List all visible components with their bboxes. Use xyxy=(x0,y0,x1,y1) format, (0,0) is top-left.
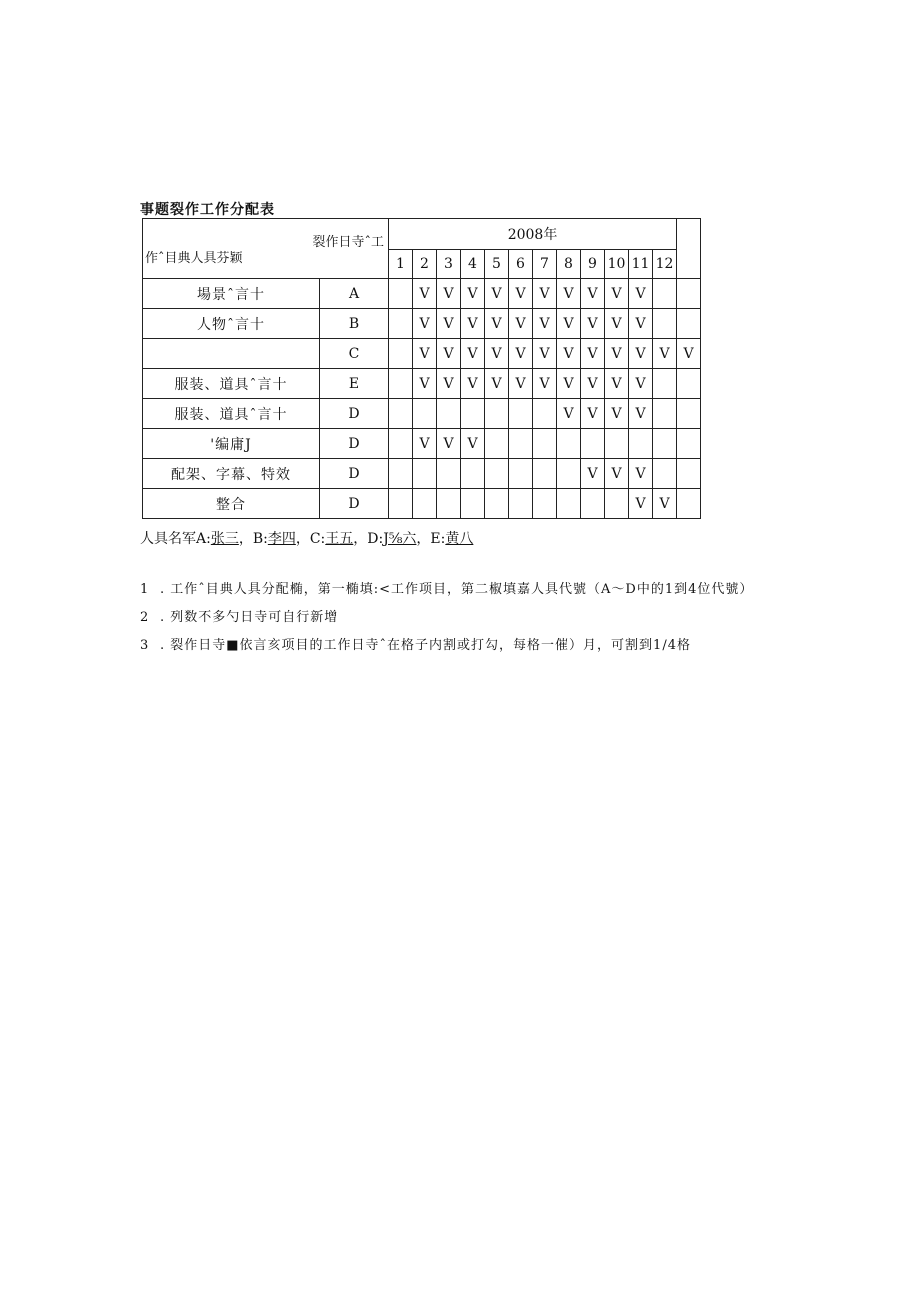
month-mark-cell xyxy=(485,429,509,459)
staff-code-cell: D xyxy=(320,429,389,459)
month-mark-cell xyxy=(461,459,485,489)
header-item-label: 作ˆ目典人具芬颖 xyxy=(145,251,243,266)
month-mark-cell: V xyxy=(509,279,533,309)
month-mark-cell xyxy=(533,399,557,429)
month-mark-cell xyxy=(629,429,653,459)
month-mark-cell: V xyxy=(629,309,653,339)
table-row xyxy=(143,489,795,519)
month-mark-cell: V xyxy=(437,339,461,369)
month-mark-cell xyxy=(461,399,485,429)
month-mark-cell: V xyxy=(461,279,485,309)
month-mark-cell: V xyxy=(581,279,605,309)
note-number: 1 xyxy=(140,582,150,597)
month-mark-cell: V xyxy=(605,399,629,429)
month-mark-cell xyxy=(653,429,677,459)
month-mark-cell: V xyxy=(509,309,533,339)
legend-e-label: ，E: xyxy=(416,531,446,547)
month-mark-cell xyxy=(533,429,557,459)
staff-code-cell: D xyxy=(320,459,389,489)
month-mark-cell: V xyxy=(629,339,653,369)
month-mark-cell: V xyxy=(605,459,629,489)
month-mark-cell xyxy=(653,399,677,429)
month-mark-cell: V xyxy=(413,309,437,339)
month-mark-cell: V xyxy=(437,429,461,459)
legend-e: 黄八 xyxy=(445,531,474,547)
month-mark-cell: V xyxy=(581,399,605,429)
header-corner-cell xyxy=(143,219,389,279)
month-mark-cell: V xyxy=(629,489,653,519)
month-mark-cell xyxy=(653,369,677,399)
month-mark-cell xyxy=(509,399,533,429)
work-item-cell: 人物ˆ言十 xyxy=(143,309,320,339)
work-item-cell: 服装、道具ˆ言十 xyxy=(143,399,320,429)
month-mark-cell xyxy=(389,489,413,519)
month-mark-cell xyxy=(653,279,677,309)
month-mark-cell xyxy=(557,459,581,489)
legend-prefix: 人具名军A: xyxy=(140,531,211,547)
month-mark-cell xyxy=(533,489,557,519)
month-mark-cell xyxy=(581,489,605,519)
month-mark-cell xyxy=(677,459,701,489)
table-row xyxy=(143,339,795,369)
month-mark-cell: V xyxy=(509,369,533,399)
month-mark-cell: V xyxy=(533,279,557,309)
month-mark-cell: V xyxy=(533,369,557,399)
month-header-cell: 1 xyxy=(389,250,413,279)
month-mark-cell: V xyxy=(605,369,629,399)
document-title: 事题裂作工作分配表 xyxy=(140,202,275,218)
month-mark-cell xyxy=(509,429,533,459)
month-mark-cell xyxy=(389,279,413,309)
month-mark-cell: V xyxy=(581,309,605,339)
month-mark-cell xyxy=(509,489,533,519)
staff-code-cell: C xyxy=(320,339,389,369)
month-mark-cell xyxy=(605,429,629,459)
month-header-cell: 12 xyxy=(653,250,677,279)
table-row xyxy=(143,279,795,309)
month-mark-cell: V xyxy=(653,489,677,519)
month-mark-cell: V xyxy=(413,369,437,399)
table-row xyxy=(143,309,795,339)
month-header-cell: 3 xyxy=(437,250,461,279)
month-mark-cell xyxy=(389,429,413,459)
work-item-cell: 配架、字幕、特效 xyxy=(143,459,320,489)
month-mark-cell: V xyxy=(629,399,653,429)
month-mark-cell: V xyxy=(557,369,581,399)
month-header-cell: 6 xyxy=(509,250,533,279)
staff-code-cell: D xyxy=(320,399,389,429)
note-item xyxy=(140,608,790,628)
header-time-label: 裂作日寺ˆ工 xyxy=(312,235,384,250)
notes-list xyxy=(140,580,790,664)
legend-b: 李四 xyxy=(267,531,296,547)
month-header-cell: 8 xyxy=(557,250,581,279)
legend-d: J⅝六 xyxy=(383,531,417,547)
work-assignment-table xyxy=(142,218,795,519)
month-mark-cell xyxy=(677,309,701,339)
work-item-cell: 場景ˆ言十 xyxy=(143,279,320,309)
month-mark-cell: V xyxy=(557,309,581,339)
month-mark-cell: V xyxy=(629,369,653,399)
legend-c: 王五 xyxy=(325,531,354,547)
month-mark-cell xyxy=(557,429,581,459)
month-mark-cell xyxy=(413,459,437,489)
month-header-cell: 9 xyxy=(581,250,605,279)
month-mark-cell xyxy=(437,489,461,519)
month-header-cell: 5 xyxy=(485,250,509,279)
month-mark-cell: V xyxy=(413,429,437,459)
table-row xyxy=(143,429,795,459)
month-mark-cell: V xyxy=(461,309,485,339)
month-mark-cell: V xyxy=(485,369,509,399)
staff-code-cell: B xyxy=(320,309,389,339)
month-mark-cell: V xyxy=(485,279,509,309)
note-item xyxy=(140,580,790,600)
staff-legend xyxy=(140,528,473,548)
month-mark-cell: V xyxy=(581,369,605,399)
note-item xyxy=(140,636,790,656)
month-mark-cell xyxy=(509,459,533,489)
month-mark-cell: V xyxy=(533,309,557,339)
month-mark-cell xyxy=(533,459,557,489)
month-mark-cell: V xyxy=(557,399,581,429)
table-row xyxy=(143,369,795,399)
month-mark-cell xyxy=(653,309,677,339)
month-mark-cell xyxy=(677,399,701,429)
month-mark-cell: V xyxy=(533,339,557,369)
month-mark-cell: V xyxy=(437,309,461,339)
staff-code-cell: D xyxy=(320,489,389,519)
month-mark-cell: V xyxy=(629,279,653,309)
note-text: . 列数不多勺日寺可自行新增 xyxy=(160,610,339,625)
month-mark-cell: V xyxy=(581,339,605,369)
staff-code-cell: E xyxy=(320,369,389,399)
month-mark-cell xyxy=(557,489,581,519)
month-mark-cell xyxy=(677,369,701,399)
month-mark-cell: V xyxy=(437,369,461,399)
month-mark-cell: V xyxy=(605,279,629,309)
month-mark-cell: V xyxy=(461,339,485,369)
month-header-cell: 10 xyxy=(605,250,629,279)
month-mark-cell: V xyxy=(461,369,485,399)
work-item-cell: 服装、道具ˆ言十 xyxy=(143,369,320,399)
month-mark-cell: V xyxy=(677,339,701,369)
note-number: 3 xyxy=(140,638,150,653)
month-mark-cell: V xyxy=(485,309,509,339)
month-mark-cell: V xyxy=(557,279,581,309)
legend-d-label: ，D: xyxy=(353,531,384,547)
month-mark-cell: V xyxy=(437,279,461,309)
month-mark-cell xyxy=(677,279,701,309)
note-text: . 工作ˆ目典人具分配椭，第一椭填:<工作项目，第二椒填嘉人具代號（A～D中的1到4位代號） xyxy=(160,582,754,597)
month-mark-cell: V xyxy=(413,339,437,369)
month-header-cell: 4 xyxy=(461,250,485,279)
staff-code-cell: A xyxy=(320,279,389,309)
legend-b-label: ，B: xyxy=(238,531,268,547)
month-mark-cell: V xyxy=(605,339,629,369)
year-header: 2008年 xyxy=(389,219,677,250)
month-mark-cell xyxy=(605,489,629,519)
month-mark-cell xyxy=(437,399,461,429)
month-mark-cell: V xyxy=(629,459,653,489)
month-mark-cell: V xyxy=(605,309,629,339)
month-mark-cell xyxy=(485,459,509,489)
month-mark-cell xyxy=(485,489,509,519)
month-mark-cell: V xyxy=(581,459,605,489)
work-item-cell: 整合 xyxy=(143,489,320,519)
month-mark-cell xyxy=(581,429,605,459)
month-mark-cell xyxy=(461,489,485,519)
month-mark-cell: V xyxy=(653,339,677,369)
month-mark-cell xyxy=(413,489,437,519)
work-item-cell xyxy=(143,339,320,369)
month-header-cell: 2 xyxy=(413,250,437,279)
note-number: 2 xyxy=(140,610,150,625)
month-mark-cell: V xyxy=(557,339,581,369)
month-mark-cell xyxy=(389,459,413,489)
legend-c-label: ，C: xyxy=(295,531,326,547)
month-mark-cell xyxy=(413,399,437,429)
month-mark-cell xyxy=(485,399,509,429)
month-mark-cell: V xyxy=(485,339,509,369)
month-mark-cell xyxy=(389,339,413,369)
month-header-cell: 11 xyxy=(629,250,653,279)
month-mark-cell xyxy=(653,459,677,489)
month-mark-cell xyxy=(389,309,413,339)
month-mark-cell xyxy=(677,429,701,459)
month-mark-cell: V xyxy=(413,279,437,309)
table-row xyxy=(143,459,795,489)
work-item-cell: '编庸J xyxy=(143,429,320,459)
month-mark-cell: V xyxy=(509,339,533,369)
month-header-cell: 7 xyxy=(533,250,557,279)
month-mark-cell xyxy=(437,459,461,489)
month-mark-cell xyxy=(677,489,701,519)
month-mark-cell: V xyxy=(461,429,485,459)
table-row xyxy=(143,399,795,429)
note-text: . 裂作日寺■依言亥项目的工作日寺ˆ在格子内割或打勾，每格一催）月，可割到1/4格 xyxy=(160,638,691,653)
extra-header-cell xyxy=(677,219,701,279)
month-mark-cell xyxy=(389,399,413,429)
month-mark-cell xyxy=(389,369,413,399)
legend-a: 张三 xyxy=(210,531,239,547)
